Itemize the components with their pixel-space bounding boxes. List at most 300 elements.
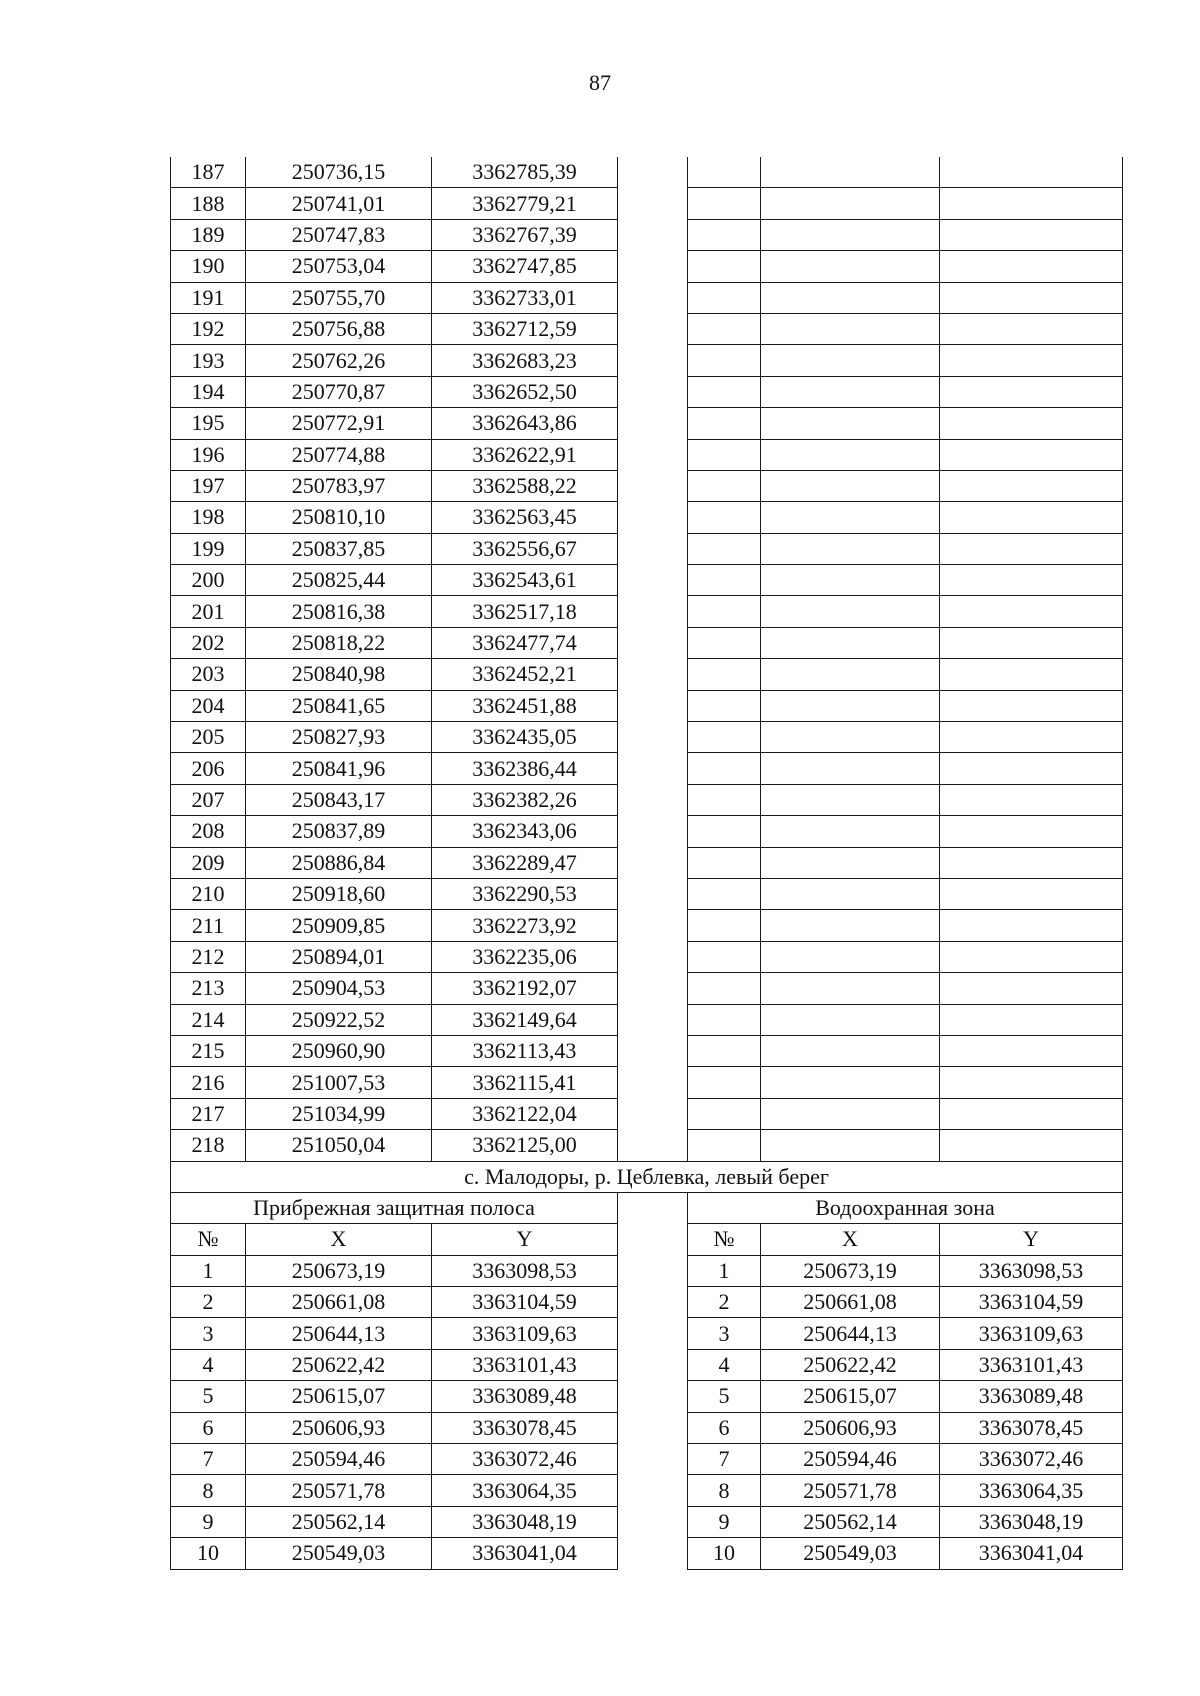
empty-cell	[940, 659, 1123, 690]
empty-cell	[940, 910, 1123, 941]
y-coordinate: 3362543,61	[432, 565, 618, 596]
point-number: 202	[171, 627, 246, 658]
column-gap	[618, 596, 688, 627]
column-header-row	[171, 1224, 1123, 1255]
point-number: 206	[171, 753, 246, 784]
y-coordinate: 3362779,21	[432, 188, 618, 219]
y-coordinate: 3362556,67	[432, 533, 618, 564]
table-row	[171, 565, 1123, 596]
point-number: 212	[171, 941, 246, 972]
x-coordinate: 250840,98	[246, 659, 432, 690]
empty-cell	[688, 784, 761, 815]
right-y-header: Y	[940, 1224, 1123, 1255]
table-row	[171, 816, 1123, 847]
empty-cell	[688, 219, 761, 250]
empty-cell	[761, 565, 940, 596]
empty-cell	[688, 878, 761, 909]
y-coordinate: 3362477,74	[432, 627, 618, 658]
empty-cell	[940, 470, 1123, 501]
column-gap	[618, 219, 688, 250]
table-row	[171, 1255, 1123, 1286]
empty-cell	[688, 345, 761, 376]
right-point-number: 8	[688, 1475, 761, 1506]
y-coordinate: 3362382,26	[432, 784, 618, 815]
empty-cell	[688, 659, 761, 690]
empty-cell	[761, 596, 940, 627]
right-y-coordinate: 3363064,35	[940, 1475, 1123, 1506]
point-number: 213	[171, 973, 246, 1004]
empty-cell	[761, 1004, 940, 1035]
left-y-coordinate: 3363064,35	[432, 1475, 618, 1506]
right-num-header: №	[688, 1224, 761, 1255]
empty-cell	[940, 627, 1123, 658]
right-x-coordinate: 250549,03	[761, 1538, 940, 1569]
empty-cell	[940, 596, 1123, 627]
empty-cell	[761, 941, 940, 972]
table-row	[171, 439, 1123, 470]
left-y-header: Y	[432, 1224, 618, 1255]
column-gap	[618, 1224, 688, 1255]
right-point-number: 2	[688, 1287, 761, 1318]
x-coordinate: 250770,87	[246, 376, 432, 407]
empty-cell	[688, 502, 761, 533]
x-coordinate: 250753,04	[246, 251, 432, 282]
table-row	[171, 1349, 1123, 1380]
x-coordinate: 250918,60	[246, 878, 432, 909]
empty-cell	[761, 659, 940, 690]
point-number: 187	[171, 157, 246, 188]
left-point-number: 1	[171, 1255, 246, 1286]
right-x-coordinate: 250673,19	[761, 1255, 940, 1286]
left-point-number: 5	[171, 1381, 246, 1412]
y-coordinate: 3362588,22	[432, 470, 618, 501]
x-coordinate: 251034,99	[246, 1098, 432, 1129]
empty-cell	[688, 533, 761, 564]
right-point-number: 4	[688, 1349, 761, 1380]
column-gap	[618, 408, 688, 439]
column-gap	[618, 565, 688, 596]
empty-cell	[940, 1067, 1123, 1098]
empty-cell	[940, 816, 1123, 847]
left-y-coordinate: 3363078,45	[432, 1412, 618, 1443]
empty-cell	[688, 565, 761, 596]
column-gap	[618, 1035, 688, 1066]
y-coordinate: 3362122,04	[432, 1098, 618, 1129]
x-coordinate: 250755,70	[246, 282, 432, 313]
empty-cell	[940, 251, 1123, 282]
empty-cell	[940, 1035, 1123, 1066]
point-number: 199	[171, 533, 246, 564]
point-number: 215	[171, 1035, 246, 1066]
empty-cell	[688, 690, 761, 721]
empty-cell	[688, 376, 761, 407]
column-gap	[618, 847, 688, 878]
empty-cell	[688, 1035, 761, 1066]
left-point-number: 4	[171, 1349, 246, 1380]
x-coordinate: 250816,38	[246, 596, 432, 627]
y-coordinate: 3362652,50	[432, 376, 618, 407]
y-coordinate: 3362235,06	[432, 941, 618, 972]
column-gap	[618, 345, 688, 376]
left-x-coordinate: 250594,46	[246, 1444, 432, 1475]
x-coordinate: 250818,22	[246, 627, 432, 658]
y-coordinate: 3362290,53	[432, 878, 618, 909]
right-x-header: X	[761, 1224, 940, 1255]
point-number: 200	[171, 565, 246, 596]
y-coordinate: 3362192,07	[432, 973, 618, 1004]
right-y-coordinate: 3363072,46	[940, 1444, 1123, 1475]
column-gap	[618, 722, 688, 753]
table-row	[171, 345, 1123, 376]
empty-cell	[688, 408, 761, 439]
table-row	[171, 941, 1123, 972]
table-row	[171, 470, 1123, 501]
table-row	[171, 502, 1123, 533]
x-coordinate: 251050,04	[246, 1130, 432, 1161]
empty-cell	[688, 470, 761, 501]
empty-cell	[761, 533, 940, 564]
y-coordinate: 3362386,44	[432, 753, 618, 784]
left-x-coordinate: 250571,78	[246, 1475, 432, 1506]
right-point-number: 3	[688, 1318, 761, 1349]
column-gap	[618, 1287, 688, 1318]
column-gap	[618, 941, 688, 972]
x-coordinate: 250741,01	[246, 188, 432, 219]
column-gap	[618, 282, 688, 313]
empty-cell	[761, 345, 940, 376]
right-point-number: 1	[688, 1255, 761, 1286]
column-gap	[618, 1506, 688, 1537]
column-gap	[618, 690, 688, 721]
x-coordinate: 250772,91	[246, 408, 432, 439]
right-x-coordinate: 250622,42	[761, 1349, 940, 1380]
x-coordinate: 250909,85	[246, 910, 432, 941]
table-row	[171, 910, 1123, 941]
right-x-coordinate: 250594,46	[761, 1444, 940, 1475]
upper-coordinates-body	[171, 157, 1123, 1161]
point-number: 189	[171, 219, 246, 250]
column-gap	[618, 439, 688, 470]
column-gap	[618, 1381, 688, 1412]
point-number: 210	[171, 878, 246, 909]
left-x-coordinate: 250661,08	[246, 1287, 432, 1318]
empty-cell	[761, 282, 940, 313]
table-row	[171, 627, 1123, 658]
table-row	[171, 753, 1123, 784]
empty-cell	[688, 251, 761, 282]
column-gap	[618, 1475, 688, 1506]
empty-cell	[940, 973, 1123, 1004]
empty-cell	[940, 565, 1123, 596]
empty-cell	[761, 847, 940, 878]
point-number: 217	[171, 1098, 246, 1129]
table-row	[171, 1506, 1123, 1537]
right-y-coordinate: 3363089,48	[940, 1381, 1123, 1412]
x-coordinate: 251007,53	[246, 1067, 432, 1098]
table-row	[171, 1287, 1123, 1318]
x-coordinate: 250904,53	[246, 973, 432, 1004]
empty-cell	[688, 627, 761, 658]
empty-cell	[761, 1035, 940, 1066]
column-gap	[618, 157, 688, 188]
empty-cell	[761, 973, 940, 1004]
column-gap	[618, 659, 688, 690]
column-gap	[618, 753, 688, 784]
x-coordinate: 250837,85	[246, 533, 432, 564]
left-x-coordinate: 250615,07	[246, 1381, 432, 1412]
empty-cell	[688, 941, 761, 972]
column-gap	[618, 627, 688, 658]
empty-cell	[761, 502, 940, 533]
x-coordinate: 250886,84	[246, 847, 432, 878]
section-title-row	[171, 1161, 1123, 1192]
empty-cell	[940, 722, 1123, 753]
empty-cell	[688, 282, 761, 313]
right-y-coordinate: 3363098,53	[940, 1255, 1123, 1286]
x-coordinate: 250756,88	[246, 313, 432, 344]
x-coordinate: 250843,17	[246, 784, 432, 815]
column-gap	[618, 502, 688, 533]
empty-cell	[688, 722, 761, 753]
empty-cell	[761, 188, 940, 219]
table-row	[171, 596, 1123, 627]
empty-cell	[761, 157, 940, 188]
empty-cell	[688, 1098, 761, 1129]
x-coordinate: 250783,97	[246, 470, 432, 501]
page-number: 87	[589, 70, 611, 95]
empty-cell	[688, 816, 761, 847]
empty-cell	[940, 941, 1123, 972]
column-gap	[618, 910, 688, 941]
left-y-coordinate: 3363104,59	[432, 1287, 618, 1318]
empty-cell	[761, 816, 940, 847]
empty-cell	[940, 1004, 1123, 1035]
column-gap	[618, 816, 688, 847]
table-row	[171, 533, 1123, 564]
point-number: 207	[171, 784, 246, 815]
empty-cell	[761, 439, 940, 470]
empty-cell	[940, 408, 1123, 439]
left-y-coordinate: 3363109,63	[432, 1318, 618, 1349]
table-row	[171, 251, 1123, 282]
y-coordinate: 3362289,47	[432, 847, 618, 878]
right-x-coordinate: 250661,08	[761, 1287, 940, 1318]
empty-cell	[940, 188, 1123, 219]
table-row	[171, 690, 1123, 721]
lower-coordinates-body	[171, 1255, 1123, 1569]
empty-cell	[940, 878, 1123, 909]
y-coordinate: 3362785,39	[432, 157, 618, 188]
right-point-number: 10	[688, 1538, 761, 1569]
left-x-coordinate: 250549,03	[246, 1538, 432, 1569]
left-x-coordinate: 250644,13	[246, 1318, 432, 1349]
point-number: 194	[171, 376, 246, 407]
empty-cell	[761, 251, 940, 282]
left-num-header: №	[171, 1224, 246, 1255]
empty-cell	[761, 1098, 940, 1129]
left-y-coordinate: 3363089,48	[432, 1381, 618, 1412]
right-x-coordinate: 250571,78	[761, 1475, 940, 1506]
y-coordinate: 3362125,00	[432, 1130, 618, 1161]
y-coordinate: 3362451,88	[432, 690, 618, 721]
empty-cell	[688, 1004, 761, 1035]
left-point-number: 3	[171, 1318, 246, 1349]
right-point-number: 6	[688, 1412, 761, 1443]
table-row	[171, 1035, 1123, 1066]
empty-cell	[688, 188, 761, 219]
point-number: 201	[171, 596, 246, 627]
point-number: 208	[171, 816, 246, 847]
table-row	[171, 1412, 1123, 1443]
right-y-coordinate: 3363078,45	[940, 1412, 1123, 1443]
left-x-coordinate: 250606,93	[246, 1412, 432, 1443]
x-coordinate: 250894,01	[246, 941, 432, 972]
table-row	[171, 878, 1123, 909]
empty-cell	[688, 596, 761, 627]
column-gap	[618, 1349, 688, 1380]
table-row	[171, 1004, 1123, 1035]
right-y-coordinate: 3363104,59	[940, 1287, 1123, 1318]
empty-cell	[940, 753, 1123, 784]
column-gap	[618, 1192, 688, 1223]
table-row	[171, 1538, 1123, 1569]
x-coordinate: 250774,88	[246, 439, 432, 470]
empty-cell	[940, 345, 1123, 376]
empty-cell	[761, 470, 940, 501]
coordinates-table	[170, 157, 1123, 1570]
column-gap	[618, 1318, 688, 1349]
column-gap	[618, 1004, 688, 1035]
empty-cell	[940, 1130, 1123, 1161]
point-number: 191	[171, 282, 246, 313]
empty-cell	[940, 219, 1123, 250]
x-coordinate: 250736,15	[246, 157, 432, 188]
empty-cell	[761, 408, 940, 439]
table-row	[171, 157, 1123, 188]
table-row	[171, 1318, 1123, 1349]
right-x-coordinate: 250644,13	[761, 1318, 940, 1349]
point-number: 216	[171, 1067, 246, 1098]
point-number: 203	[171, 659, 246, 690]
column-gap	[618, 1255, 688, 1286]
empty-cell	[940, 1098, 1123, 1129]
y-coordinate: 3362435,05	[432, 722, 618, 753]
left-point-number: 2	[171, 1287, 246, 1318]
x-coordinate: 250841,65	[246, 690, 432, 721]
empty-cell	[688, 313, 761, 344]
table-row	[171, 1381, 1123, 1412]
empty-cell	[940, 282, 1123, 313]
table-row	[171, 376, 1123, 407]
point-number: 193	[171, 345, 246, 376]
left-point-number: 7	[171, 1444, 246, 1475]
point-number: 195	[171, 408, 246, 439]
point-number: 218	[171, 1130, 246, 1161]
table-row	[171, 408, 1123, 439]
zone-title-row	[171, 1192, 1123, 1223]
column-gap	[618, 973, 688, 1004]
column-gap	[618, 1130, 688, 1161]
empty-cell	[940, 439, 1123, 470]
point-number: 204	[171, 690, 246, 721]
right-x-coordinate: 250562,14	[761, 1506, 940, 1537]
empty-cell	[761, 376, 940, 407]
table-row	[171, 188, 1123, 219]
x-coordinate: 250810,10	[246, 502, 432, 533]
table-row	[171, 847, 1123, 878]
section-title: с. Малодоры, р. Цеблевка, левый берег	[171, 1161, 1123, 1192]
x-coordinate: 250922,52	[246, 1004, 432, 1035]
table-row	[171, 1098, 1123, 1129]
section-header-body	[171, 1161, 1123, 1255]
point-number: 205	[171, 722, 246, 753]
empty-cell	[688, 157, 761, 188]
table-row	[171, 1475, 1123, 1506]
y-coordinate: 3362683,23	[432, 345, 618, 376]
empty-cell	[688, 910, 761, 941]
empty-cell	[940, 502, 1123, 533]
x-coordinate: 250825,44	[246, 565, 432, 596]
empty-cell	[761, 219, 940, 250]
column-gap	[618, 533, 688, 564]
empty-cell	[761, 878, 940, 909]
empty-cell	[940, 313, 1123, 344]
y-coordinate: 3362563,45	[432, 502, 618, 533]
x-coordinate: 250762,26	[246, 345, 432, 376]
point-number: 197	[171, 470, 246, 501]
empty-cell	[761, 1067, 940, 1098]
column-gap	[618, 1444, 688, 1475]
left-y-coordinate: 3363101,43	[432, 1349, 618, 1380]
left-y-coordinate: 3363098,53	[432, 1255, 618, 1286]
y-coordinate: 3362343,06	[432, 816, 618, 847]
y-coordinate: 3362115,41	[432, 1067, 618, 1098]
empty-cell	[761, 910, 940, 941]
table-row	[171, 282, 1123, 313]
empty-cell	[761, 627, 940, 658]
y-coordinate: 3362643,86	[432, 408, 618, 439]
column-gap	[618, 1412, 688, 1443]
y-coordinate: 3362113,43	[432, 1035, 618, 1066]
column-gap	[618, 188, 688, 219]
y-coordinate: 3362149,64	[432, 1004, 618, 1035]
empty-cell	[940, 157, 1123, 188]
y-coordinate: 3362712,59	[432, 313, 618, 344]
empty-cell	[761, 722, 940, 753]
empty-cell	[940, 376, 1123, 407]
table-row	[171, 784, 1123, 815]
x-coordinate: 250827,93	[246, 722, 432, 753]
empty-cell	[688, 1067, 761, 1098]
empty-cell	[940, 533, 1123, 564]
empty-cell	[761, 784, 940, 815]
empty-cell	[761, 1130, 940, 1161]
column-gap	[618, 784, 688, 815]
y-coordinate: 3362733,01	[432, 282, 618, 313]
column-gap	[618, 1538, 688, 1569]
table-row	[171, 219, 1123, 250]
table-row	[171, 973, 1123, 1004]
right-y-coordinate: 3363048,19	[940, 1506, 1123, 1537]
x-coordinate: 250747,83	[246, 219, 432, 250]
table-row	[171, 1067, 1123, 1098]
column-gap	[618, 251, 688, 282]
left-x-header: X	[246, 1224, 432, 1255]
empty-cell	[761, 753, 940, 784]
y-coordinate: 3362622,91	[432, 439, 618, 470]
point-number: 214	[171, 1004, 246, 1035]
table-row	[171, 313, 1123, 344]
